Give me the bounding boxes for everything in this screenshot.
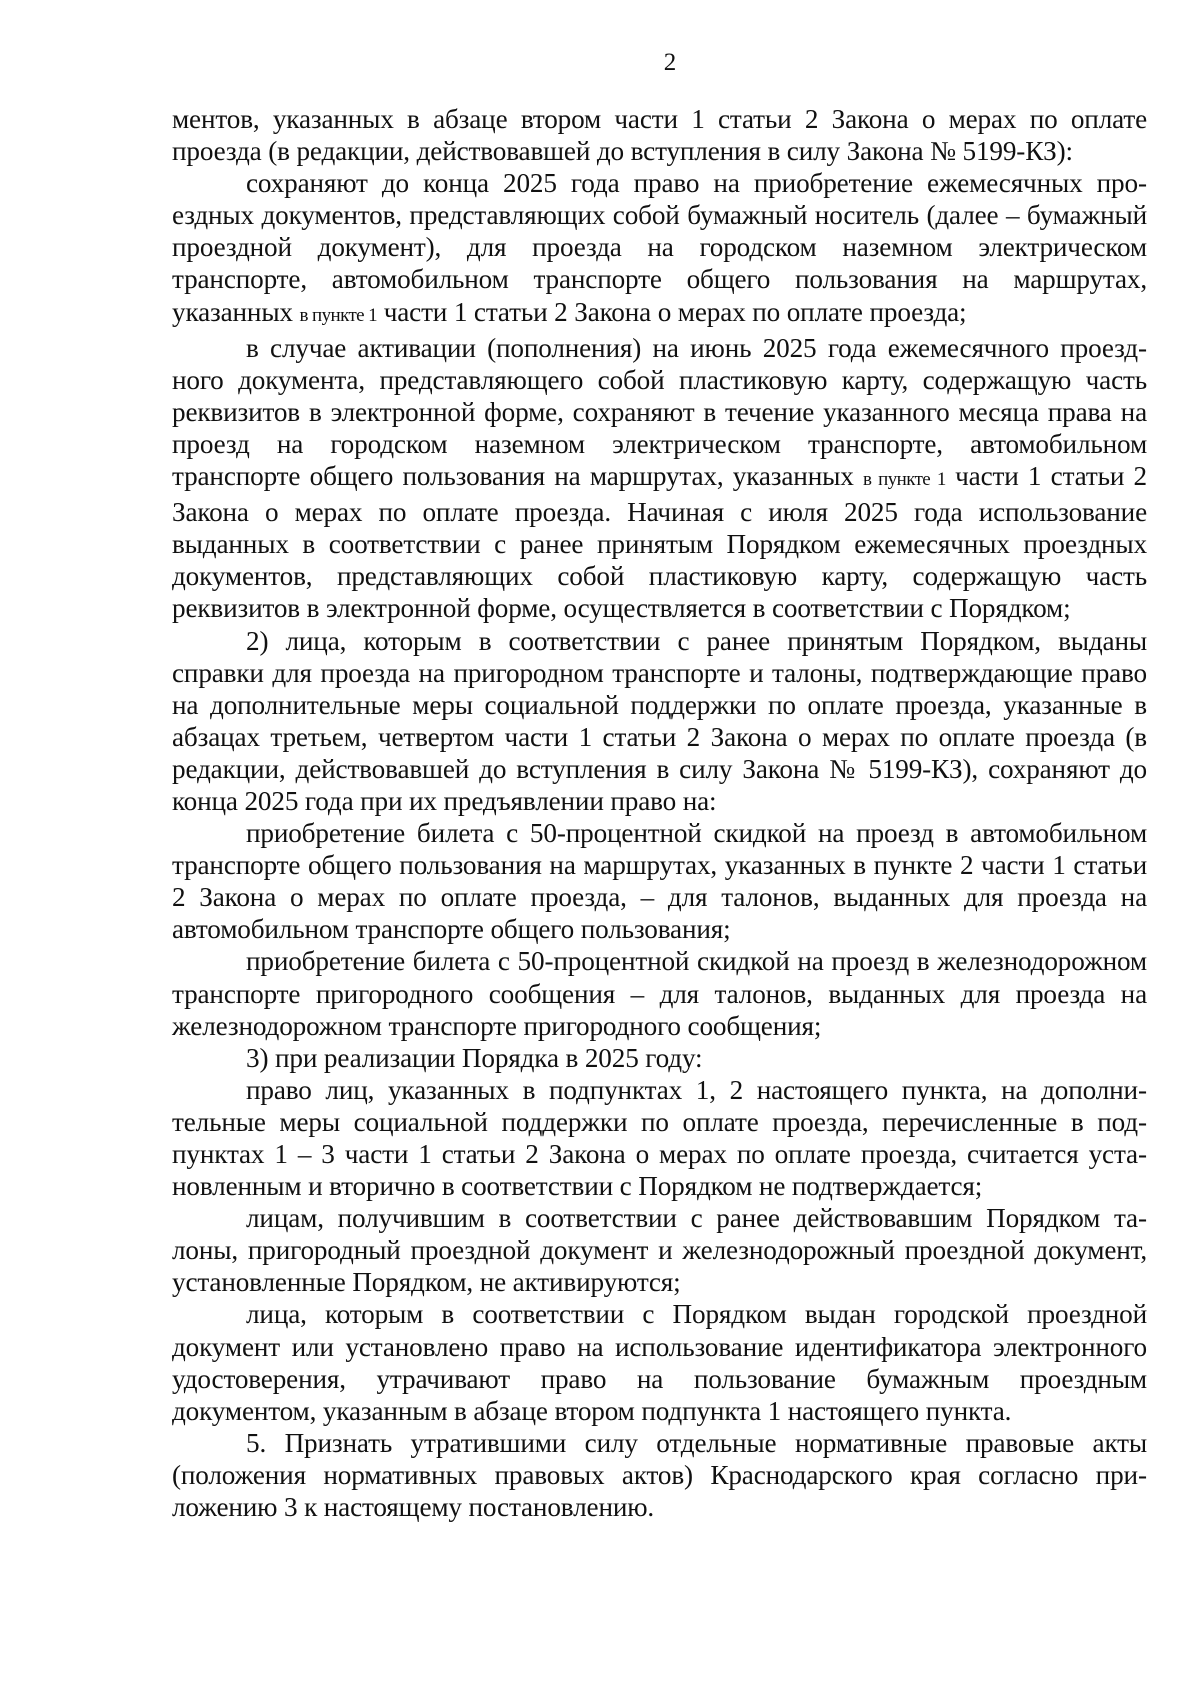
paragraph [172,1042,1147,1074]
paragraph-text: части 1 статьи 2 Закона о мерах по оплате проезда. Начиная с июля 2025 года использование выданных в соответствии с ранее принятым Порядком ежемесячных проездных документов, представляющих собой пластиковую карту, содержащую часть реквизитов в электронной форме, осуществляется в соответствии с Порядком; [172,461,1147,624]
inline-reference-text: в пункте 1 [862,469,946,491]
paragraph [172,103,1147,167]
paragraph-text: лица, которым в соответствии с Порядком выдан городской проездной документ или установлено право на использование идентификатора электронного удостоверения, утрачивают право на пользование бумажным проездным документом, указанным в абзаце втором подпункта 1 настоящего пункта. [172,1299,1147,1426]
paragraph-text: 5. Признать утратившими силу отдельные нормативные правовые акты (положения нормативных правовых актов) Краснодарского края согласно приложению 3 к настоящему постановлению. [172,1427,1147,1523]
paragraph [172,1298,1147,1426]
paragraph [172,1074,1147,1202]
paragraph-text: 3) при реализации Порядка в 2025 году: [246,1042,703,1073]
paragraph-text: ментов, указанных в абзаце втором части 1 статьи 2 Закона о мерах по оплате проезда (в редакции, действовавшей до вступления в силу Закона № 5199-КЗ): [172,104,1147,167]
paragraph-text: приобретение билета с 50-процентной скидкой на проезд в автомобильном транспорте общего пользования на маршрутах, указанных в пункте 2 части 1 статьи 2 Закона о мерах по оплате проезда, – для талонов, выданных для проезда на автомобильном транспорте общего пользования; [172,818,1147,945]
paragraph-text: лицам, получившим в соответствии с ранее действовавшим Порядком талоны, пригородный проездной документ и железнодорожный проездной документ, установленные Порядком, не активируются; [172,1203,1147,1298]
paragraph-text: приобретение билета с 50-процентной скидкой на проезд в железнодорожном транспорте пригородного сообщения – для талонов, выданных для проезда на железнодорожном транспорте пригородного сообщения; [172,946,1147,1041]
paragraph-text: 2) лица, которым в соответствии с ранее принятым Порядком, выданы справки для проезда на пригородном транспорте и талоны, подтверждающие право на дополнительные меры социальной поддержки по оплате проезда, указанные в абзацах третьем, четвертом части 1 статьи 2 Закона о мерах по оплате проезда (в редакции, действовавшей до вступления в силу Закона № 5199-КЗ), сохраняют до конца 2025 года при их предъявлении право на: [172,625,1147,816]
paragraph-text: сохраняют до конца 2025 года право на приобретение ежемесячных проездных документов, представляющих собой бумажный носитель (далее – бумажный проездной документ), для проезда на городском наземном электрическом транспорте, автомобильном транспорте общего пользования на маршрутах, указанных [172,168,1147,327]
paragraph [172,817,1147,945]
paragraph-text: в случае активации (пополнения) на июнь 2025 года ежемесячного проездного документа, представляющего собой пластиковую карту, содержащую часть реквизитов в электронной форме, сохраняют в течение указанного месяца права на проезд на городском наземном электрическом транспорте, автомобильном транспорте общего пользования на маршрутах, указанных [172,332,1147,492]
inline-reference-text: в пункте 1 [299,304,378,326]
page-number: 2 [663,49,677,76]
paragraph [172,332,1147,625]
paragraph-text: части 1 статьи 2 Закона о мерах по оплате проезда; [377,296,967,327]
paragraph [172,945,1147,1041]
paragraph [172,1427,1147,1523]
paragraph [172,625,1147,818]
paragraph [172,1202,1147,1298]
paragraph [172,167,1147,331]
document-body [172,103,1147,1523]
paragraph-text: право лиц, указанных в подпунктах 1, 2 настоящего пункта, на дополнительные меры социальной поддержки по оплате проезда, перечисленные в подпунктах 1 – 3 части 1 статьи 2 Закона о мерах по оплате проезда, считается установленным и вторично в соответствии с Порядком не подтверждается; [172,1074,1147,1202]
